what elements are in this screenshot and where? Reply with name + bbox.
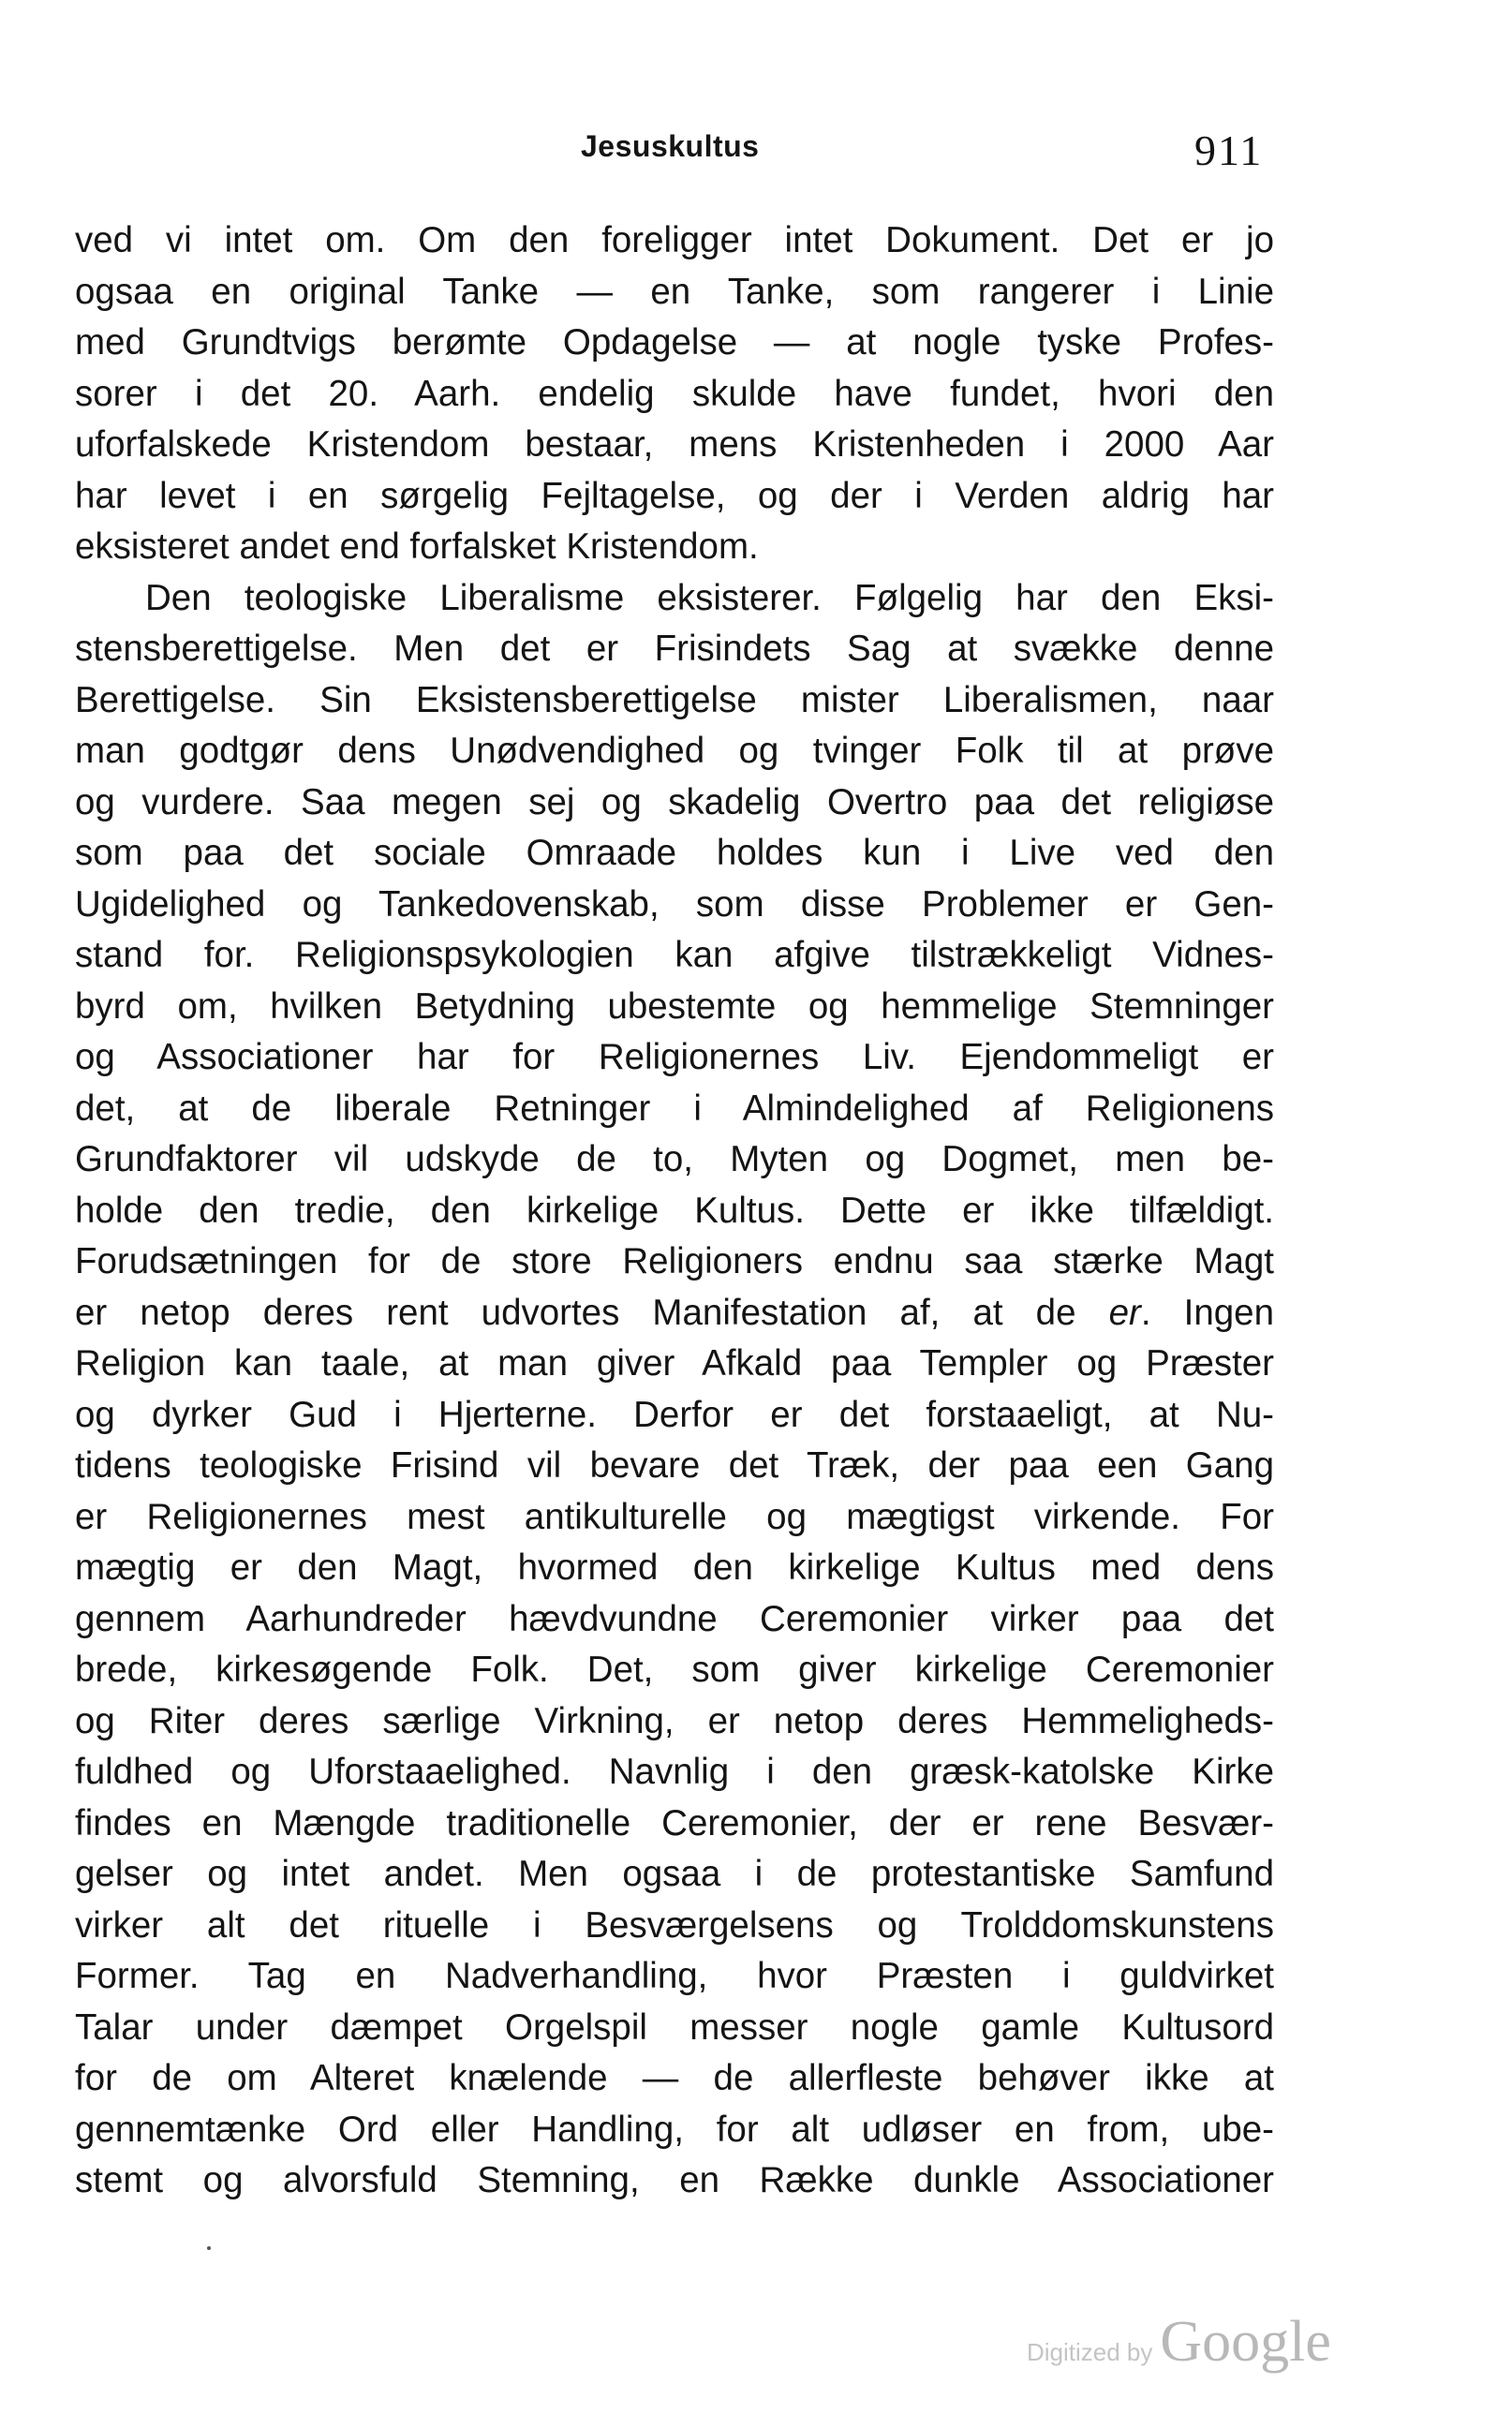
text-line: med Grundtvigs berømte Opdagelse — at nogle tyske Profes- — [75, 322, 1274, 363]
text-line: man godtgør dens Unødvendighed og tvinger Folk til at prøve — [75, 731, 1274, 771]
italic-word: er — [1108, 1292, 1141, 1333]
text-line: holde den tredie, den kirkelige Kultus. Dette er ikke tilfældigt. — [75, 1190, 1274, 1231]
text-line: findes en Mængde traditionelle Ceremonier, der er rene Besvær- — [75, 1802, 1274, 1843]
text-line: Ugidelighed og Tankedovenskab, som disse Problemer er Gen- — [75, 883, 1274, 925]
text-line: som paa det sociale Omraade holdes kun i Live ved den — [75, 833, 1274, 873]
text-line: stemt og alvorsfuld Stemning, en Række dunkle Associationer — [75, 2160, 1274, 2200]
text-line: Forudsætningen for de store Religioners endnu saa stærke Magt — [75, 1241, 1274, 1281]
text-line: Religion kan taale, at man giver Afkald paa Templer og Præster — [75, 1343, 1274, 1384]
text-line: og Associationer har for Religionernes Liv. Ejendommeligt er — [75, 1037, 1274, 1077]
text-line: gennem Aarhundreder hævdvundne Ceremonier virker paa det — [75, 1598, 1274, 1639]
text-line: Talar under dæmpet Orgelspil messer nogle gamle Kultusord — [75, 2006, 1274, 2048]
text-line: tidens teologiske Frisind vil bevare det Træk, der paa een Gang — [75, 1445, 1274, 1486]
paragraph-start-line: Den teologiske Liberalisme eksisterer. Følgelig har den Eksi- — [145, 577, 1274, 618]
text-line: er Religionernes mest antikulturelle og mægtigst virkende. For — [75, 1496, 1274, 1537]
text-line: mægtig er den Magt, hvormed den kirkelige Kultus med dens — [75, 1547, 1274, 1588]
watermark-brand: Google — [1160, 2310, 1331, 2374]
text-line: stand for. Religionspsykologien kan afgive tilstrækkeligt Vidnes- — [75, 935, 1274, 975]
text-line: og vurdere. Saa megen sej og skadelig Overtro paa det religiøse — [75, 781, 1274, 822]
watermark-prefix: Digitized by — [1027, 2338, 1153, 2366]
text-line-with-italic — [75, 1288, 1274, 1340]
text-line: gennemtænke Ord eller Handling, for alt udløser en from, ube- — [75, 2109, 1274, 2150]
text-line: har levet i en sørgelig Fejltagelse, og der i Verden aldrig har — [75, 475, 1274, 516]
running-head — [0, 126, 1512, 185]
text-line: uforfalskede Kristendom bestaar, mens Kristenheden i 2000 Aar — [75, 424, 1274, 465]
text-line: brede, kirkesøgende Folk. Det, som giver kirkelige Ceremonier — [75, 1650, 1274, 1690]
text-line: og Riter deres særlige Virkning, er netop deres Hemmeligheds- — [75, 1700, 1274, 1741]
text-line: eksisteret andet end forfalsket Kristendom. — [75, 526, 759, 567]
text-line: fuldhed og Uforstaaelighed. Navnlig i den græsk-katolske Kirke — [75, 1752, 1274, 1792]
running-title: Jesuskultus — [581, 129, 760, 163]
text-line: stensberettigelse. Men det er Frisindets Sag at svække denne — [75, 629, 1274, 669]
digitized-watermark — [1027, 2309, 1331, 2375]
text-line: ved vi intet om. Om den foreligger intet Dokument. Det er jo — [75, 220, 1274, 260]
text-fragment: er netop deres rent udvortes Manifestation af, at de — [75, 1292, 1076, 1333]
text-line: Grundfaktorer vil udskyde de to, Myten og Dogmet, men be- — [75, 1139, 1274, 1179]
text-line: sorer i det 20. Aarh. endelig skulde have fundet, hvori den — [75, 373, 1274, 414]
text-line: Former. Tag en Nadverhandling, hvor Præsten i guldvirket — [75, 1956, 1274, 1996]
text-line: Berettigelse. Sin Eksistensberettigelse mister Liberalismen, naar — [75, 679, 1274, 720]
text-line: for de om Alteret knælende — de allerfleste behøver ikke at — [75, 2058, 1274, 2098]
text-line: virker alt det rituelle i Besværgelsens og Trolddomskunstens — [75, 1904, 1274, 1946]
text-line: ogsaa en original Tanke — en Tanke, som rangerer i Linie — [75, 271, 1274, 312]
page-number: 911 — [1194, 126, 1264, 174]
text-line: byrd om, hvilken Betydning ubestemte og hemmelige Stemninger — [75, 985, 1274, 1027]
text-fragment: . Ingen — [1140, 1292, 1274, 1333]
body-text — [75, 215, 1274, 2207]
text-line: det, at de liberale Retninger i Almindelighed af Religionens — [75, 1088, 1274, 1129]
text-line: gelser og intet andet. Men ogsaa i de protestantiske Samfund — [75, 1854, 1274, 1894]
text-line: og dyrker Gud i Hjerterne. Derfor er det forstaaeligt, at Nu- — [75, 1394, 1274, 1435]
scan-speck — [207, 2246, 211, 2250]
